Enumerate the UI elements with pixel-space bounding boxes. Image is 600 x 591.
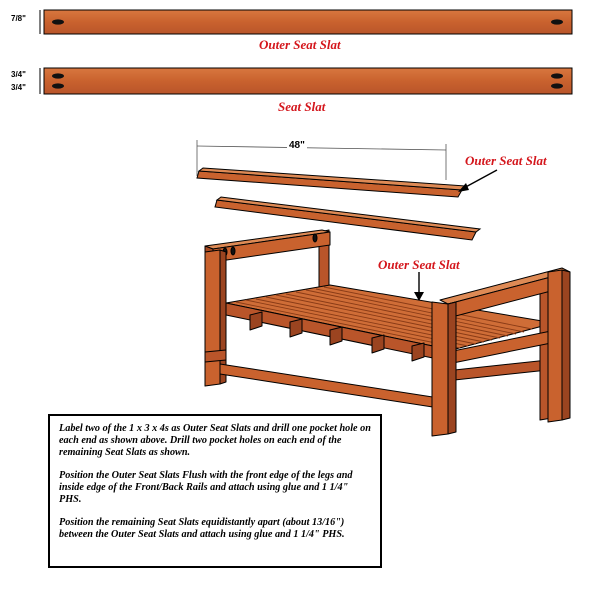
floating-seat-slat [215,197,480,240]
instruction-paragraph-2: Position the Outer Seat Slats Flush with the front edge of the legs and inside edge of the Front/Back Rails and attach using glue and 1 1/4" PHS. [59,470,353,505]
instructions-box [48,414,382,568]
pocket-hole-right [551,19,563,24]
length-dimension-label: 48" [289,140,305,151]
callout-arrow-bed [414,272,424,301]
floating-outer-slat [197,168,466,197]
callout-label-outer-slat-top: Outer Seat Slat [465,153,547,168]
pocket-hole-left-top [52,73,64,78]
outer-slat-thickness-dim: 7/8" [11,14,26,23]
callout-arrow-top [458,170,497,192]
outer-seat-slat-board [44,10,572,34]
pocket-hole-left [52,19,64,24]
instruction-paragraph-3: Position the remaining Seat Slats equidistantly apart (about 13/16") between the Outer Seat Slats and attach using glue and 1 1/4" PHS. [59,517,345,540]
pocket-hole-left-bottom [52,83,64,88]
callout-label-outer-slat-bed: Outer Seat Slat [378,257,460,272]
seat-slat-label: Seat Slat [278,99,326,114]
pocket-hole-right-top [551,73,563,78]
seat-slat-board [44,68,572,94]
seat-slat-hole-dim-bottom: 3/4" [11,83,26,92]
instruction-paragraph-1: Label two of the 1 x 3 x 4s as Outer Seat Slats and drill one pocket hole on each end as shown above. Drill two pocket holes on each end of the remaining Seat Slats as shown. [59,423,371,458]
pocket-hole-right-bottom [551,83,563,88]
outer-seat-slat-label: Outer Seat Slat [259,37,341,52]
seat-slat-hole-dim-top: 3/4" [11,70,26,79]
